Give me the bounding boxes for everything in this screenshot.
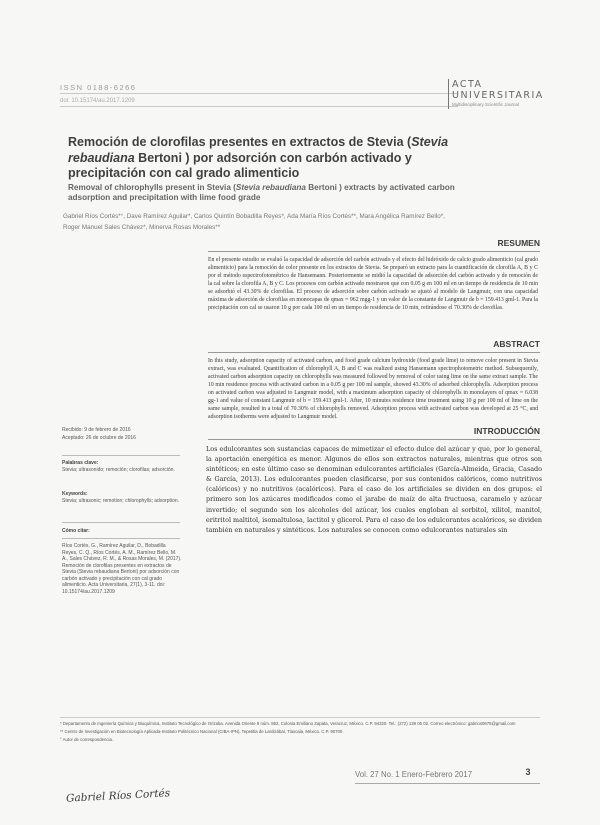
introduccion-divider bbox=[208, 439, 540, 440]
accepted-date: Aceptado: 26 de octubre de 2016 bbox=[62, 435, 136, 441]
cite-label bbox=[62, 528, 182, 535]
issn-label: ISSN 0188-6266 bbox=[60, 83, 137, 92]
sidebar-divider-2 bbox=[62, 522, 180, 523]
volume-label: Vol. 27 No. 1 Enero-Febrero 2017 bbox=[355, 770, 473, 779]
header-divider bbox=[60, 93, 458, 94]
logo-line-1: ACTA bbox=[452, 79, 483, 90]
logo-line-2: UNIVERSITARIA bbox=[452, 90, 544, 101]
keywords-es-label: Palabras clave: bbox=[62, 460, 99, 466]
abstract-divider bbox=[208, 352, 540, 353]
header-divider-2 bbox=[60, 106, 458, 107]
introduccion-heading: INTRODUCCIÓN bbox=[473, 426, 540, 436]
keywords-en: Stevia; ultrasonic; remotion; chlorophylls; adsorption. bbox=[62, 497, 180, 504]
abstract-heading: ABSTRACT bbox=[493, 339, 540, 349]
abstract-text: In this study, adsorption capacity of activated carbon, and food grade calcium hydroxide (food grade lime) to remove color present in Stevia extract, was evaluated. Quantification of chlorophyll A, B and C was realized using Hansemann spectrophotometric method. Subsequently, activated carbon adsorption capacity on chlorophylls was measured followed by removal of color using lime on the same extract sample. The 10 min residence process with activated carbon in a 0.05 g per 100 ml sample, showed 43.30% of adsorbed chlorophylls. Adsorption process on activated carbon was adjusted to Langmuir model, with a maximum adsorption capacity of chlorophylls in monolayers of qmax = 6.038 gg-1 and value of constant Langmuir of b = 159.413 gml-1. After, 10 minutes residence time treatment using 10 g per 100 ml of lime on the same sample, resulted in a total of 70.30% of chlorophylls removed. Adsorption process with activated carbon was developed at 25 °C, and adsorption isotherms were adjusted to Langmuir model. bbox=[208, 358, 538, 420]
handwritten-signature: Gabriel Ríos Cortés bbox=[65, 787, 171, 805]
keywords-es: Stevia; ultrasonido; remoción; clorofilas; adsorción. bbox=[62, 466, 175, 473]
sidebar-divider-3 bbox=[62, 538, 180, 539]
title-italic: Stevia rebaudiana bbox=[68, 135, 449, 165]
page-number: 3 bbox=[525, 767, 531, 777]
keywords-en-block bbox=[62, 491, 182, 504]
keywords-en-label: Keywords: bbox=[62, 491, 88, 497]
resumen-divider bbox=[208, 251, 540, 252]
keywords-es-block bbox=[62, 460, 182, 473]
logo-tagline: Multidisciplinary Scientific Journal bbox=[452, 102, 520, 107]
title-part-1: Remoción de clorofilas presentes en extractos de Stevia ( bbox=[68, 135, 412, 149]
author-list: Gabriel Ríos Cortés*°, Dave Ramírez Aguilar*, Carlos Quintín Bobadilla Reyes*, Ada María Ríos Cortés**, Mara Angélica Ramírez Bello*, Roger Manuel Sales Chávez*, Minerva Rosas Morales** bbox=[63, 213, 445, 231]
received-date: Recibido: 9 de febrero de 2016 bbox=[62, 427, 131, 433]
subtitle-part-1: Removal of chlorophylls present in Stevia ( bbox=[68, 183, 236, 192]
resumen-heading: RESUMEN bbox=[497, 238, 540, 248]
footnotes bbox=[60, 720, 540, 744]
doi-label: doi: 10.15174/au.2017.1209 bbox=[60, 98, 135, 104]
footer-divider bbox=[355, 783, 540, 784]
cite-label-text: Cómo citar: bbox=[62, 528, 90, 534]
article-title bbox=[68, 135, 468, 182]
subtitle-italic: Stevia rebaudiana bbox=[235, 183, 306, 192]
footnote-1: * Departamento de Ingeniería Química y Bioquímica, Instituto Tecnológico de Orizaba. Avenida Oriente 9 núm. 852, Colonia Emiliano Zapata, Veracruz, México. C.P. 94320. Tel.: (272) 139 05 02. Correo electrónico: gabrios0675@gmail.com bbox=[60, 721, 516, 726]
citation-text: Ríos Cortés, G., Ramírez Aguilar, D., Bobadilla Reyes, C. Q., Ríos Cortés, A. M., Ramírez Bello, M. A., Sales Chávez, R. M., & Rosas Morales, M. (2017). Remoción de clorofilas presentes en extractos de Stevia (Stevia rebaudiana Bertoni) por adsorción con carbón activado y precipitación con cal grado alimenticio. Acta Universitaria, 27(1), 3-11. doi: 10.15174/au.2017.1209 bbox=[62, 543, 182, 595]
introduccion-text: Los edulcorantes son sustancias capaces de mimetizar el efecto dulce del azúcar y que, por lo general, la aportación energética es menor. Algunos de ellos son extractos naturales, mientras que otros son sintéticos; en este último caso se denominan edulcorantes artificiales (García-Almeida, Gracia, Casado & García, 2013). Los edulcorantes pueden clasificarse, por sus contenidos calóricos, como nutritivos (calóricos) y no nutritivos (acalóricos). Para el caso de los artificiales se dividen en dos grupos: el primero son los azúcares modificados como el jarabe de maíz de alta fructuosa, caramelo y azúcar invertido; el segundo son los alcoholes del azúcar, los cuales engloban al sorbitol, xilitol, manitol, eritritol maltitol, isomaltulosa, lactitol y glicerol. Para el caso de los edulcorantes acalóricos, se dividen también en naturales y sintéticos. Los naturales se conocen como edulcorantes naturales sin bbox=[206, 445, 542, 534]
resumen-text: En el presente estudio se evaluó la capacidad de adsorción del carbón activado y el efecto del hidróxido de calcio grado alimenticio (cal grado alimenticio) para la remoción de color presente en los extractos de Stevia. Se preparó un extracto para la cuantificación de clorofila A, B y C por el método espectrofotométrico de Hansemann. Posteriormente se midió la capacidad de adsorción del carbón activado y de remoción de la cal sobre la clorofila A, B y C. Los procesos con carbón activado mostraron que con 0.05 g en 100 ml en un tiempo de residencia de 10 min se adsorbió el 43.30% de clorofilas. El proceso de adsorción sobre carbón activado se ajustó al modelo de Langmuir, con una capacidad máxima de adsorción de clorofilas en monocapas de qmax = 962 mgg-1 y un valor de la constante de Langmuir de b = 159.413 gml-1. Para la precipitación con cal se usaron 10 g por cada 100 ml en un tiempo de residencia de 10 min, retirándose el 70.30% de clorofilas. bbox=[208, 257, 538, 311]
journal-logo bbox=[448, 79, 544, 107]
subtitle-part-2: Bertoni ) extracts by activated carbon adsorption and precipitation with lime food grade bbox=[68, 183, 455, 202]
title-part-2: Bertoni ) por adsorción con carbón activado y precipitación con cal grado alimenticio bbox=[68, 150, 412, 180]
article-subtitle bbox=[68, 183, 488, 203]
footnote-divider bbox=[60, 717, 540, 718]
footnote-2: ** Centro de Investigación en Biotecnología Aplicada-Instituto Politécnico Nacional (CIBA-IPN), Tepetitla de Lardizábal, Tlaxcala, México. C.P. 90700. bbox=[60, 729, 344, 734]
sidebar-divider bbox=[62, 455, 180, 456]
footnote-3: ° Autor de correspondencia. bbox=[60, 737, 114, 742]
